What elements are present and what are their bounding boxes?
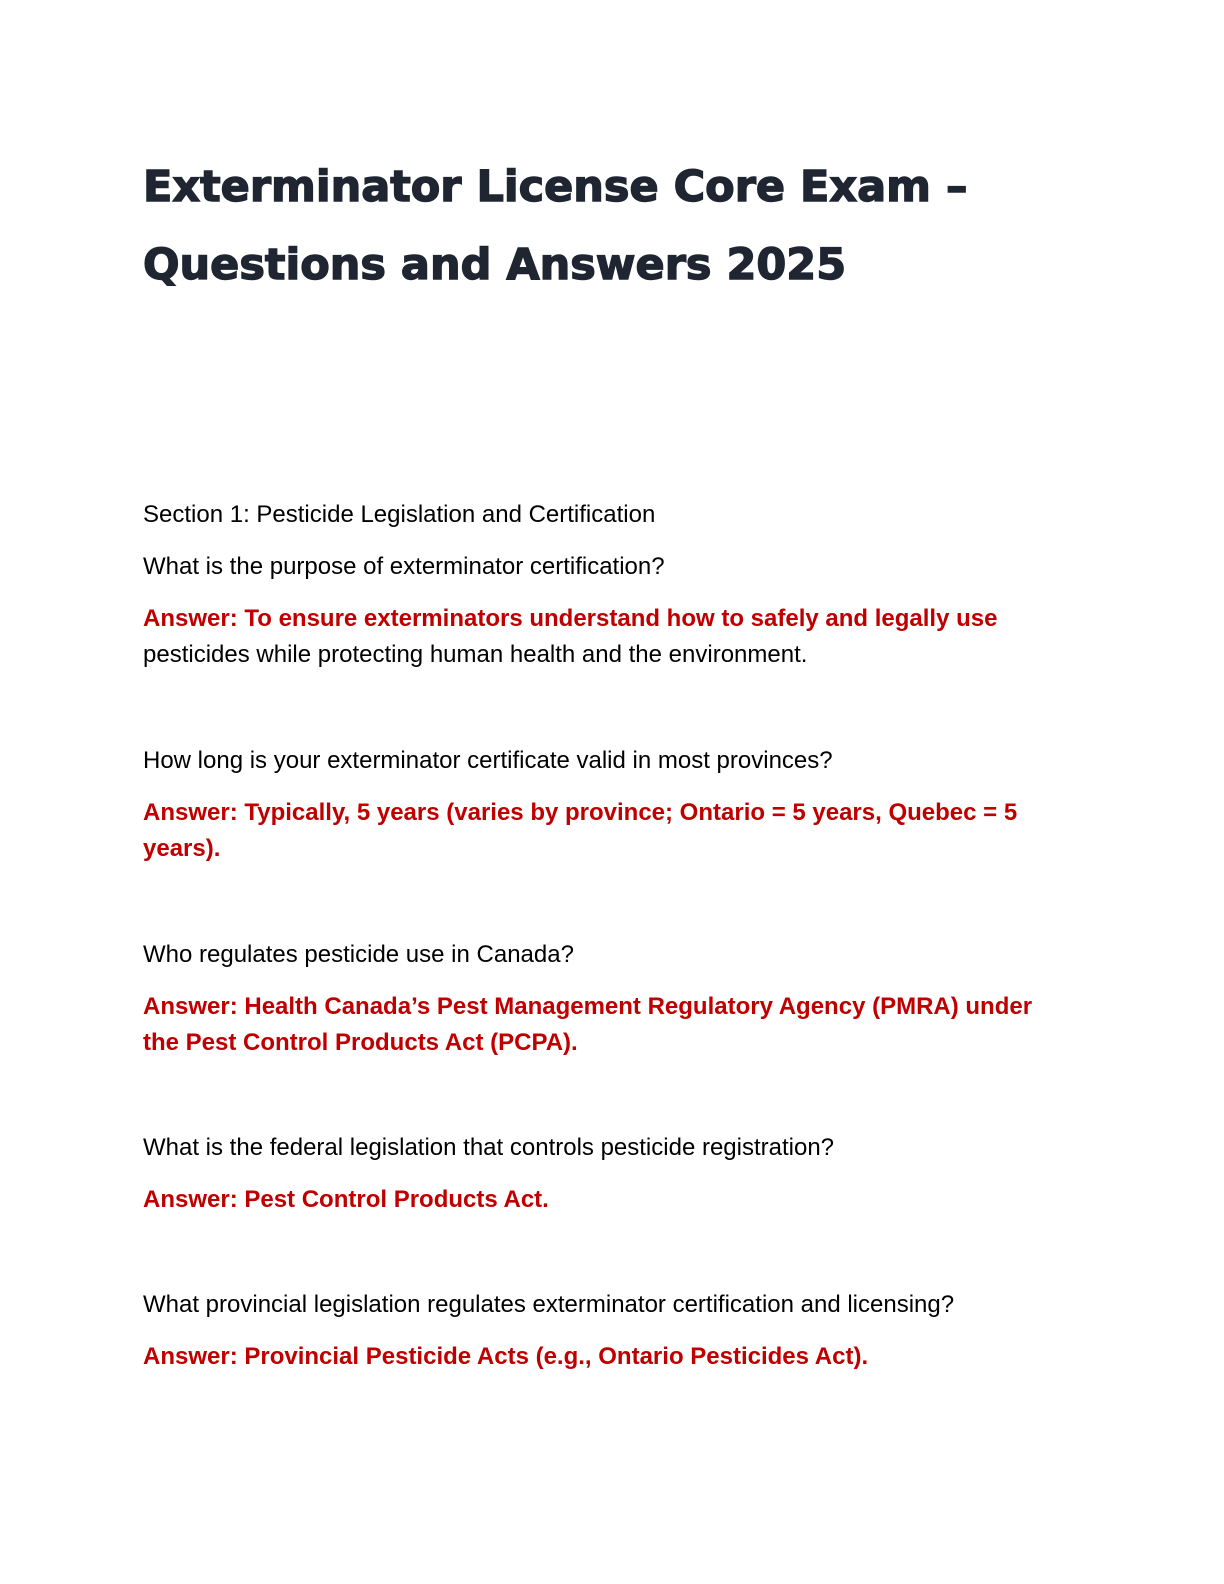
answer-bold: Answer: To ensure exterminators understand how to safely and legally use — [143, 605, 998, 632]
qa-item-2 — [143, 743, 1073, 867]
answer-text — [143, 1182, 1073, 1218]
question-text: What is the federal legislation that controls pesticide registration? — [143, 1134, 835, 1161]
question-text: What provincial legislation regulates exterminator certification and licensing? — [143, 1291, 955, 1318]
qa-item-1 — [143, 549, 1073, 673]
answer-text — [143, 1339, 1073, 1375]
answer-text — [143, 989, 1073, 1061]
question-text: Who regulates pesticide use in Canada? — [143, 941, 574, 968]
answer-text — [143, 795, 1073, 867]
document-title-line-1: Exterminator License Core Exam – — [143, 162, 968, 212]
answer-bold: Answer: Typically, 5 years (varies by province; Ontario = 5 years, Quebec = 5 years). — [143, 799, 1018, 862]
answer-plain: pesticides while protecting human health and the environment. — [143, 641, 808, 668]
question-text: What is the purpose of exterminator certification? — [143, 553, 665, 580]
answer-text — [143, 601, 1073, 673]
qa-item-3 — [143, 937, 1073, 1061]
document-title-line-2: Questions and Answers 2025 — [143, 240, 847, 290]
document-title — [143, 148, 1103, 304]
qa-item-4 — [143, 1130, 1073, 1218]
question-text: How long is your exterminator certificate valid in most provinces? — [143, 747, 833, 774]
section-heading: Section 1: Pesticide Legislation and Certification — [143, 501, 656, 528]
answer-bold: Answer: Pest Control Products Act. — [143, 1186, 549, 1213]
answer-bold: Answer: Health Canada’s Pest Management Regulatory Agency (PMRA) under the Pest Control Products Act (PCPA). — [143, 993, 1033, 1056]
qa-item-5 — [143, 1287, 1073, 1375]
answer-bold: Answer: Provincial Pesticide Acts (e.g., Ontario Pesticides Act). — [143, 1343, 869, 1370]
